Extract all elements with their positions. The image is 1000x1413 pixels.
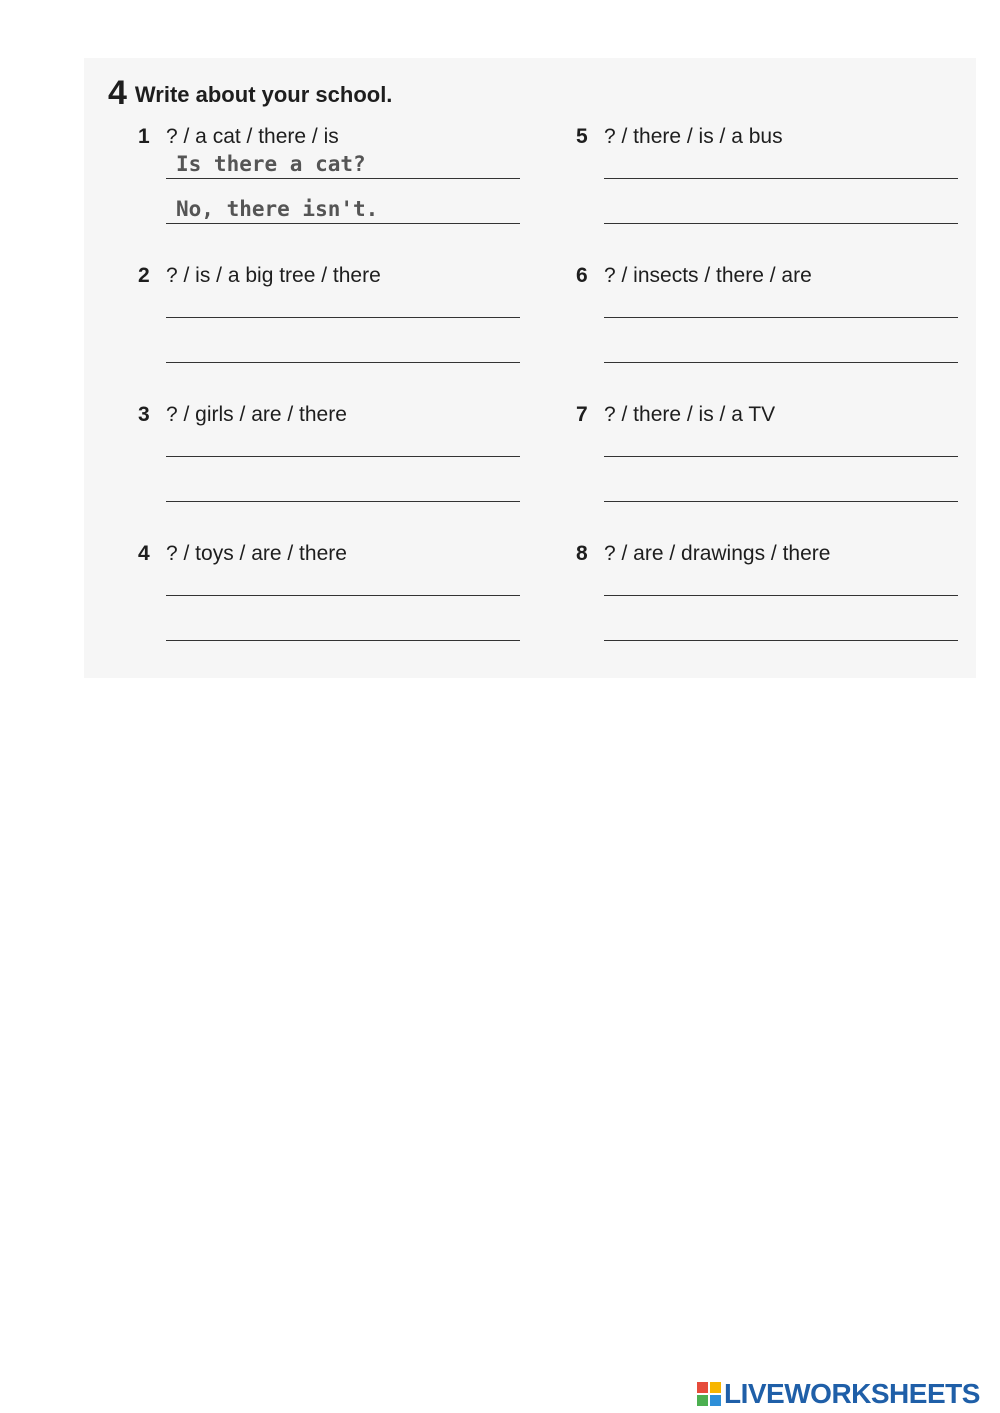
answer-line-1[interactable] — [604, 178, 958, 179]
worksheet-scan — [84, 58, 976, 678]
item-number: 6 — [576, 264, 588, 287]
answer-line-2[interactable] — [166, 640, 520, 641]
item-5 — [576, 123, 936, 151]
answer-line-1[interactable] — [604, 317, 958, 318]
exercise-title: Write about your school. — [134, 82, 393, 107]
item-number: 2 — [138, 264, 150, 287]
answer-line-2[interactable] — [166, 223, 520, 224]
answer-line-2[interactable] — [604, 223, 958, 224]
answer-line-2[interactable] — [604, 640, 958, 641]
item-4 — [138, 540, 498, 568]
answer-line-1[interactable] — [604, 456, 958, 457]
exercise-number: 4 — [108, 74, 127, 112]
item-prompt: ? / there / is / a TV — [604, 403, 776, 426]
answer-line-1[interactable] — [604, 595, 958, 596]
item-number: 5 — [576, 125, 588, 148]
answer-line-2[interactable] — [166, 362, 520, 363]
item-prompt: ? / toys / are / there — [166, 542, 347, 565]
logo-text: LIVEWORKSHEETS — [724, 1378, 980, 1409]
item-number: 8 — [576, 542, 588, 565]
answer-text-1: Is there a cat? — [176, 152, 366, 176]
answer-line-1[interactable] — [166, 595, 520, 596]
exercise-heading — [108, 74, 392, 113]
item-8 — [576, 540, 936, 568]
item-prompt: ? / is / a big tree / there — [166, 264, 381, 287]
item-number: 1 — [138, 125, 150, 148]
item-prompt: ? / there / is / a bus — [604, 125, 783, 148]
item-number: 3 — [138, 403, 150, 426]
logo-icon — [697, 1382, 721, 1406]
item-3 — [138, 401, 498, 429]
item-2 — [138, 262, 498, 290]
item-6 — [576, 262, 936, 290]
answer-line-1[interactable] — [166, 317, 520, 318]
answer-text-2: No, there isn't. — [176, 197, 379, 221]
answer-line-2[interactable] — [604, 501, 958, 502]
answer-line-1[interactable] — [166, 178, 520, 179]
liveworksheets-logo — [697, 1378, 980, 1410]
item-number: 4 — [138, 542, 150, 565]
answer-line-2[interactable] — [604, 362, 958, 363]
item-7 — [576, 401, 936, 429]
item-prompt: ? / are / drawings / there — [604, 542, 831, 565]
item-prompt: ? / girls / are / there — [166, 403, 347, 426]
item-number: 7 — [576, 403, 588, 426]
answer-line-2[interactable] — [166, 501, 520, 502]
answer-line-1[interactable] — [166, 456, 520, 457]
item-1 — [138, 123, 498, 221]
item-prompt: ? / insects / there / are — [604, 264, 812, 287]
item-prompt: ? / a cat / there / is — [166, 125, 339, 148]
